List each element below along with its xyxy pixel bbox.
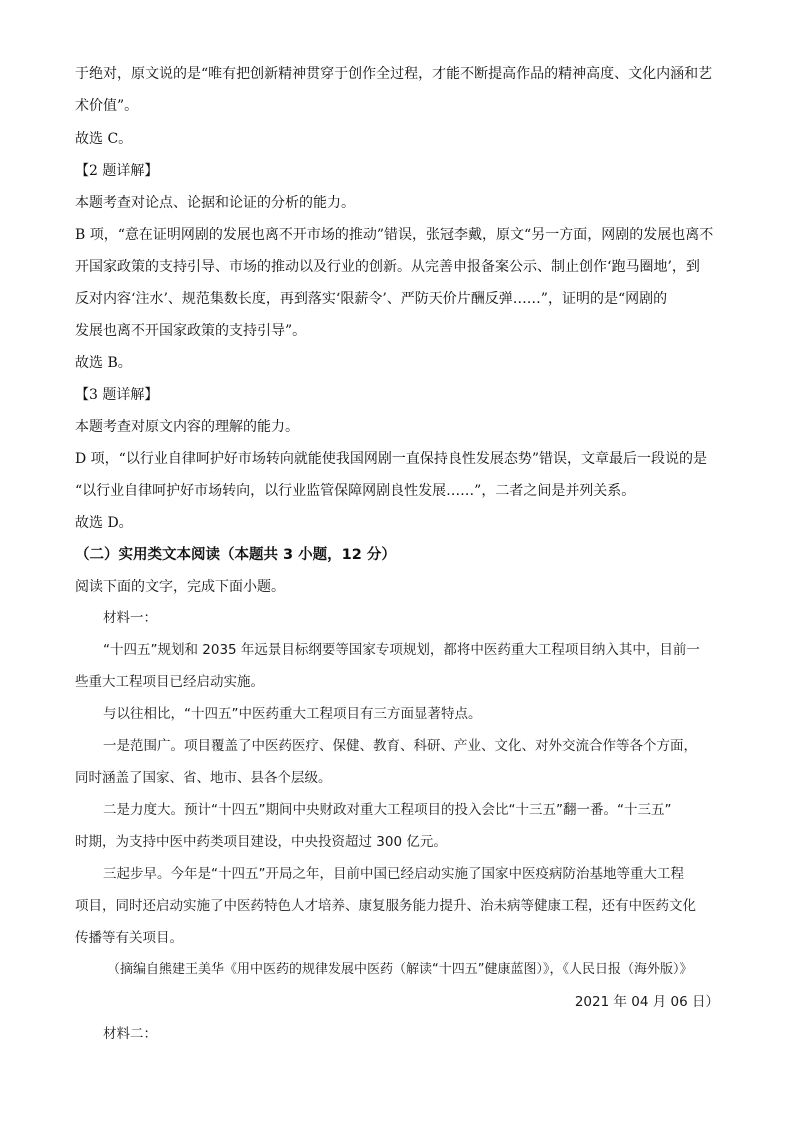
text-line: 发展也离不开国家政策的支持引导”。 [75,323,307,339]
answer-line: 故选 D。 [75,515,133,531]
text-line: 反对内容‘注水’、规范集数长度，再到落实‘限薪令’、严防天价片酬反弹……”，证明的是“网剧的 [75,291,668,307]
material-text-line: 二是力度大。预计“十四五”期间中央财政对重大工程项目的投入会比“十三五”翻一番。“十三五” [103,802,672,818]
text-line: B 项，“意在证明网剧的发展也离不开市场的推动”错误，张冠李戴，原文“另一方面，网剧的发展也离不 [75,227,714,243]
answer-line: 故选 C。 [75,131,133,147]
material-text-line: 项目，同时还启动实施了中医药特色人才培养、康复服务能力提升、治未病等健康工程，还有中医药文化 [75,898,696,914]
instruction-line: 阅读下面的文字，完成下面小题。 [75,579,285,595]
text-line: 开国家政策的支持引导、市场的推动以及行业的创新。从完善申报备案公示、制止创作‘跑马圈地’，到 [75,259,700,275]
text-line: 本题考查对论点、论据和论证的分析的能力。 [75,195,355,211]
section-heading: 【3 题详解】 [75,387,159,403]
text-line: D 项，“以行业自律呵护好市场转向就能使我国网剧一直保持良性发展态势”错误，文章最后一段说的是 [75,451,707,467]
material-text-line: 时期，为支持中医中药类项目建设，中央投资超过 300 亿元。 [75,834,447,850]
material-text-line: 传播等有关项目。 [75,930,183,946]
material-text-line: 些重大工程项目已经启动实施。 [75,674,264,690]
citation-date: 2021 年 04 月 06 日） [574,994,719,1010]
answer-line: 故选 B。 [75,355,132,371]
material-label: 材料二： [103,1026,157,1042]
material-text-line: 与以往相比，“十四五”中医药重大工程项目有三方面显著特点。 [103,706,482,722]
section-heading: 【2 题详解】 [75,163,159,179]
material-text-line: 一是范围广。项目覆盖了中医药医疗、保健、教育、科研、产业、文化、对外交流合作等各个方面， [103,738,697,754]
text-line: 本题考查对原文内容的理解的能力。 [75,419,299,435]
part-heading: （二）实用类文本阅读（本题共 3 小题，12 分） [75,547,396,563]
material-text-line: 同时涵盖了国家、省、地市、县各个层级。 [75,770,332,786]
material-label: 材料一： [103,610,157,626]
material-text-line: 三起步早。今年是“十四五”开局之年，目前中国已经启动实施了国家中医疫病防治基地等重大工程 [103,866,684,882]
text-line: 术价值”。 [75,98,139,114]
citation-line: （摘编自熊建王美华《用中医药的规律发展中医药（解读“十四五”健康蓝图）》，《人民日报（海外版）》 [107,962,693,977]
text-line: “以行业自律呵护好市场转向，以行业监管保障网剧良性发展……”，二者之间是并列关系。 [75,483,636,499]
text-line: 于绝对，原文说的是“唯有把创新精神贯穿于创作全过程，才能不断提高作品的精神高度、文化内涵和艺 [75,66,713,82]
material-text-line: “十四五”规划和 2035 年远景目标纲要等国家专项规划，都将中医药重大工程项目纳入其中，目前一 [103,642,700,658]
